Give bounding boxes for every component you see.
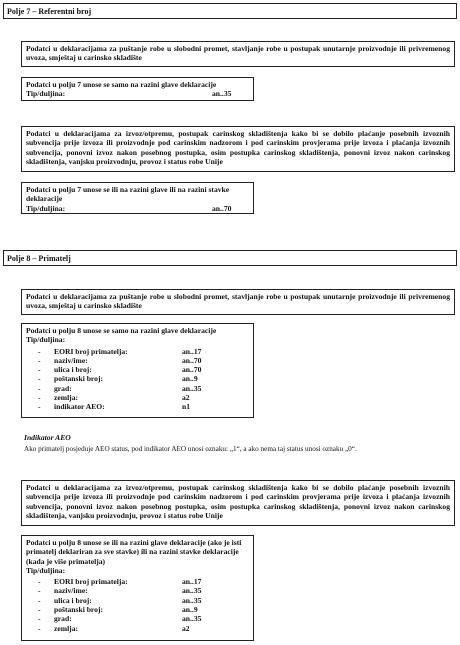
polje8-import-declarations-box [21,289,455,315]
field-row: - naziv/ime: an..70 [38,355,202,365]
polje8-export-declarations-box [21,480,455,526]
field-row: - naziv/ime: an..35 [38,586,202,596]
field-row: - zemlja: a2 [38,393,190,403]
polje8-export-declarations-text: Podatci u deklaracijama za izvoz/otpremu, postupak carinskog skladištenja kako bi se dobilo plaćanje posebnih izvoznih subvencija prije izvoza ili proizvodnje pod carinskim nadzorom i pod carinskim provjerama prije izvoza i plaćanja izvoznih subvencija, ponovni izvoz nakon posebnog postupka, osim postupka carinskog skladištenja, ponovni izvoz nakon carinskog skladištenja, vanjsku proizvodnju, provoz i status robe Unije [26,483,450,520]
polje7-import-declarations-box [21,41,455,67]
field-row: - ulica i broj: an..70 [38,365,202,375]
field-row: - EORI broj primatelja: an..17 [38,577,202,587]
field-row: - poštanski broj: an..9 [38,605,198,615]
field-row: - poštanski broj: an..9 [38,374,198,384]
polje7-header-or-item-box [21,182,254,214]
aeo-indicator-text: Ako primatelj posjeduje AEO status, pod indikator AEO unosi oznaku: „1“, a ako nema taj status unosi oznaku „0“. [24,445,357,453]
polje7-import-declarations-text: Podatci u deklaracijama za puštanje robe u slobodni promet, stavljanje robe u postupak unutarnje proizvodnje ili privremenog uvoza, smještaj u carinsko skladište [26,44,450,63]
polje7-header-level-title: Podatci u polju 7 unose se samo na razini glave deklaracije [26,80,217,89]
field-row: - EORI broj primatelja: an..17 [38,346,202,356]
polje8-header-level-title: Podatci u polju 8 unose se samo na razini glave deklaracije [26,326,217,335]
polje8-import-declarations-text: Podatci u deklaracijama za puštanje robe u slobodni promet, stavljanje robe u postupak unutarnje proizvodnje ili privremenog uvoza, smještaj u carinsko skladište [26,292,450,311]
section-header-polje-7: Polje 7 – Referentni broj [3,3,457,19]
tip-value: an..70 [212,203,232,213]
polje7-header-or-item-title: Podatci u polju 7 unose se ili na razini glave ili na razini stavke deklaracije [26,185,230,204]
polje7-header-or-item-tip [26,204,249,213]
section-header-polje-8: Polje 8 – Primatelj [3,250,457,266]
tip-label: Tip/duljina: [26,565,66,575]
tip-value: an..35 [212,89,232,99]
polje7-header-level-tip [26,89,249,98]
polje7-export-declarations-box [21,126,455,172]
field-row: - grad: an..35 [38,383,202,393]
polje8-header-or-item-box [21,535,254,641]
tip-label: Tip/duljina: [26,203,66,213]
field-row: - ulica i broj: an..35 [38,595,202,605]
aeo-indicator-title: Indikator AEO [24,433,71,442]
field-row: - indikator AEO: n1 [38,402,191,412]
polje8-header-level-fields [26,347,249,412]
polje8-header-or-item-fields [26,577,249,633]
tip-label: Tip/duljina: [26,89,66,99]
polje8-header-or-item-title: Podatci u polju 8 unose se ili na razini glave deklaracije (ako je isti primatelj deklariran za sve stavke) ili na razini stavke deklaracije (kada je više primatelja) [26,538,242,566]
polje7-export-declarations-text: Podatci u deklaracijama za izvoz/otpremu, postupak carinskog skladištenja kako bi se dobilo plaćanje posebnih izvoznih subvencija prije izvoza ili proizvodnje pod carinskim nadzorom i pod carinskim provjerama prije izvoza i plaćanja izvoznih subvencija, ponovni izvoz nakon posebnog postupka, osim postupka carinskog skladištenja, ponovni izvoz nakon carinskog skladištenja, vanjsku proizvodnju, provoz i status robe Unije [26,129,450,166]
field-row: - grad: an..35 [38,614,202,624]
field-row: - zemlja: a2 [38,623,190,633]
polje8-header-level-box [21,323,254,418]
tip-label: Tip/duljina: [26,335,66,345]
polje7-header-level-box [21,77,254,101]
